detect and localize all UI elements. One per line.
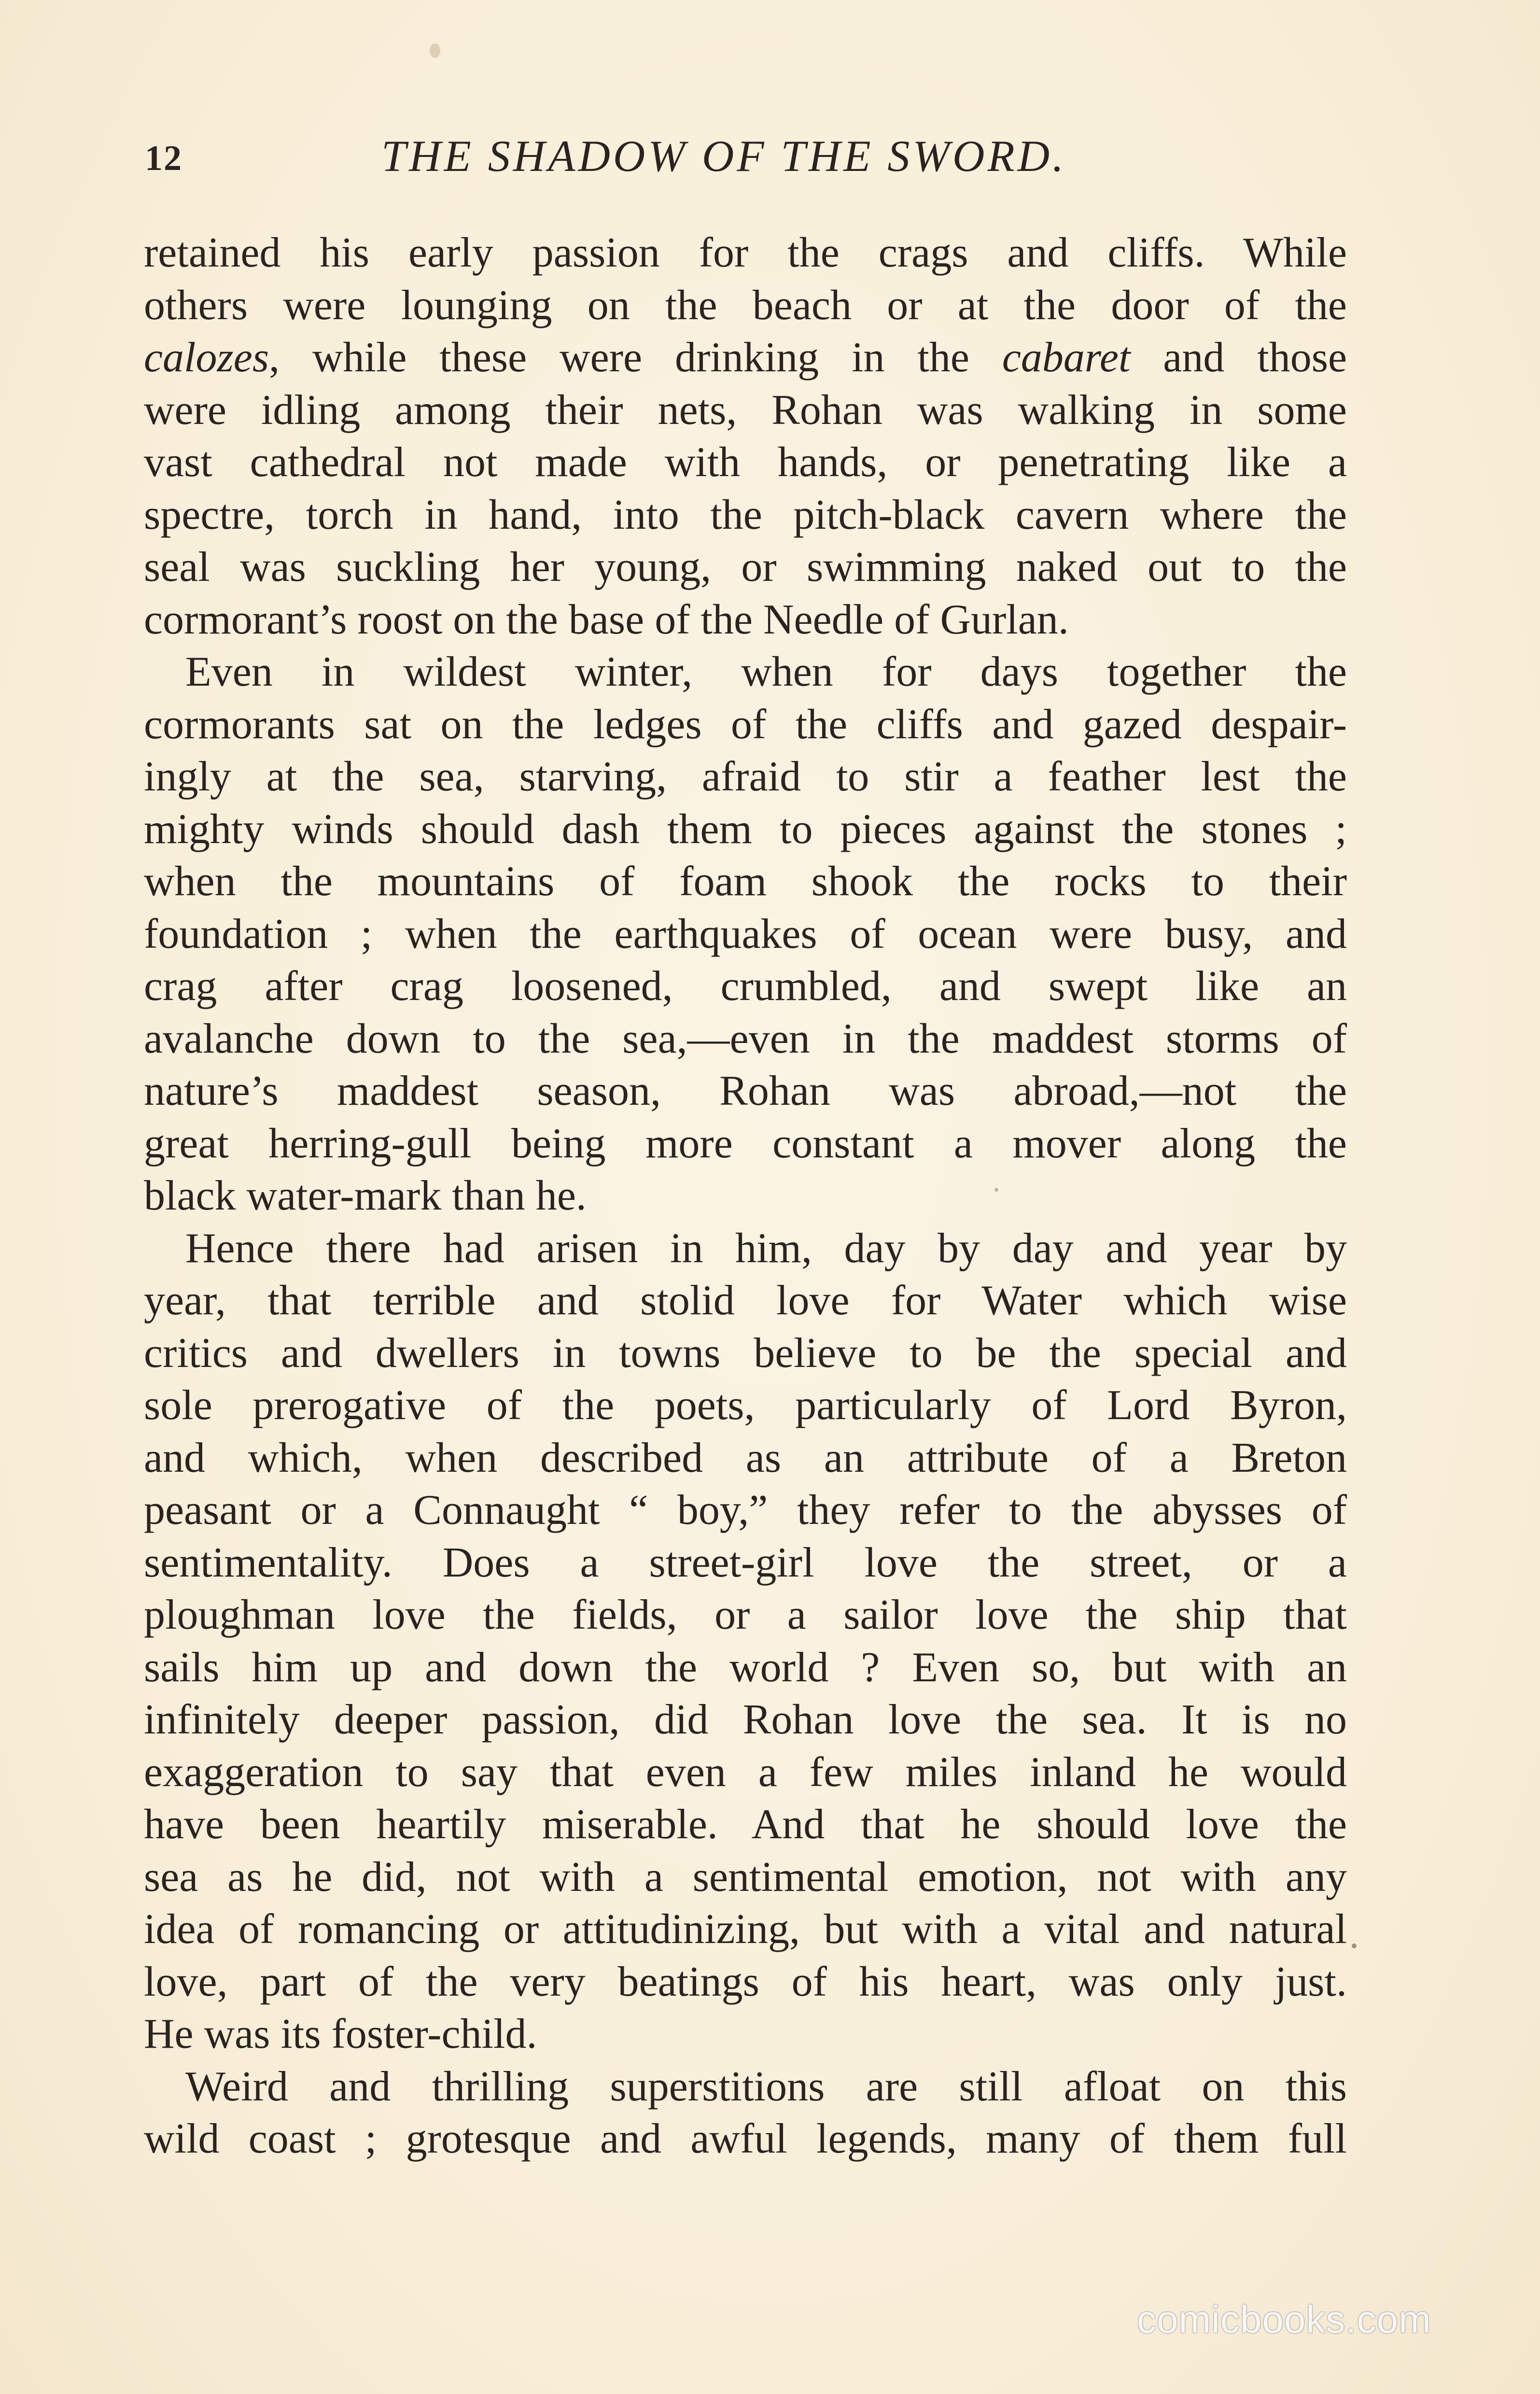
italic-word-cabaret: cabaret [1002,334,1131,381]
text-line: sole prerogative of the poets, particularly of Lord Byron, [144,1382,1347,1429]
text-line: love, part of the very beatings of his heart, was only just. [144,1958,1347,2005]
italic-word-calozes: calozes [144,334,269,381]
text-line: great herring-gull being more constant a mover along the [144,1120,1347,1167]
paper-speck [430,43,440,58]
text-line: infinitely deeper passion, did Rohan love the sea. It is no [144,1696,1347,1743]
text-line: black water-mark than he. [144,1172,587,1219]
text-line: sea as he did, not with a sentimental emotion, not with any [144,1853,1347,1901]
running-header [145,130,1352,193]
text-line: idea of romancing or attitudinizing, but with a vital and natural [144,1906,1347,1953]
paragraph-start: Even in wildest winter, when for days together the [185,648,1347,695]
text-line: cormorant’s roost on the base of the Needle of Gurlan. [144,596,1069,643]
text-line: vast cathedral not made with hands, or penetrating like a [144,439,1347,486]
text-line: seal was suckling her young, or swimming naked out to the [144,544,1347,591]
text-line: year, that terrible and stolid love for Water which wise [144,1277,1347,1324]
text-line: retained his early passion for the crags and cliffs. While [144,229,1347,276]
text-line: ploughman love the fields, or a sailor love the ship that [144,1591,1347,1638]
text-fragment: and those [1130,334,1347,381]
text-line: spectre, torch in hand, into the pitch-black cavern where the [144,491,1347,538]
text-line: ingly at the sea, starving, afraid to stir a feather lest the [144,753,1347,800]
text-line: wild coast ; grotesque and awful legends, many of them full [144,2115,1347,2162]
text-line: mighty winds should dash them to pieces against the stones ; [144,805,1347,853]
text-line: foundation ; when the earthquakes of ocean were busy, and [144,910,1347,958]
text-line: others were lounging on the beach or at the door of the [144,282,1347,329]
text-line: were idling among their nets, Rohan was walking in some [144,386,1347,434]
text-line: peasant or a Connaught “ boy,” they refer to the abysses of [144,1487,1347,1534]
text-line: crag after crag loosened, crumbled, and swept like an [144,963,1347,1010]
text-line: avalanche down to the sea,—even in the maddest storms of [144,1015,1347,1062]
paper-speck [1352,1943,1357,1948]
text-line: He was its foster-child. [144,2011,537,2057]
paragraph-start: Weird and thrilling superstitions are still afloat on this [185,2063,1347,2110]
page-number: 12 [145,139,182,178]
text-line: sentimentality. Does a street-girl love the street, or a [144,1539,1347,1586]
running-title: THE SHADOW OF THE SWORD. [381,131,1067,181]
paragraph-start: Hence there had arisen in him, day by day and year by [185,1225,1347,1272]
text-line: cormorants sat on the ledges of the cliffs and gazed despair- [144,701,1347,748]
text-line: exaggeration to say that even a few miles inland he would [144,1748,1347,1796]
watermark: comicbooks.com [1137,2298,1431,2341]
text-line: critics and dwellers in towns believe to be the special and [144,1329,1347,1377]
text-fragment: , while these were drinking in the [269,334,1002,381]
body-text [144,227,1347,2166]
text-line [144,332,1347,384]
text-line: and which, when described as an attribute of a Breton [144,1434,1347,1481]
text-line: sails him up and down the world ? Even so, but with an [144,1644,1347,1691]
text-line: have been heartily miserable. And that he should love the [144,1801,1347,1848]
text-line: nature’s maddest season, Rohan was abroad,—not the [144,1068,1347,1114]
text-line: when the mountains of foam shook the rocks to their [144,858,1347,905]
